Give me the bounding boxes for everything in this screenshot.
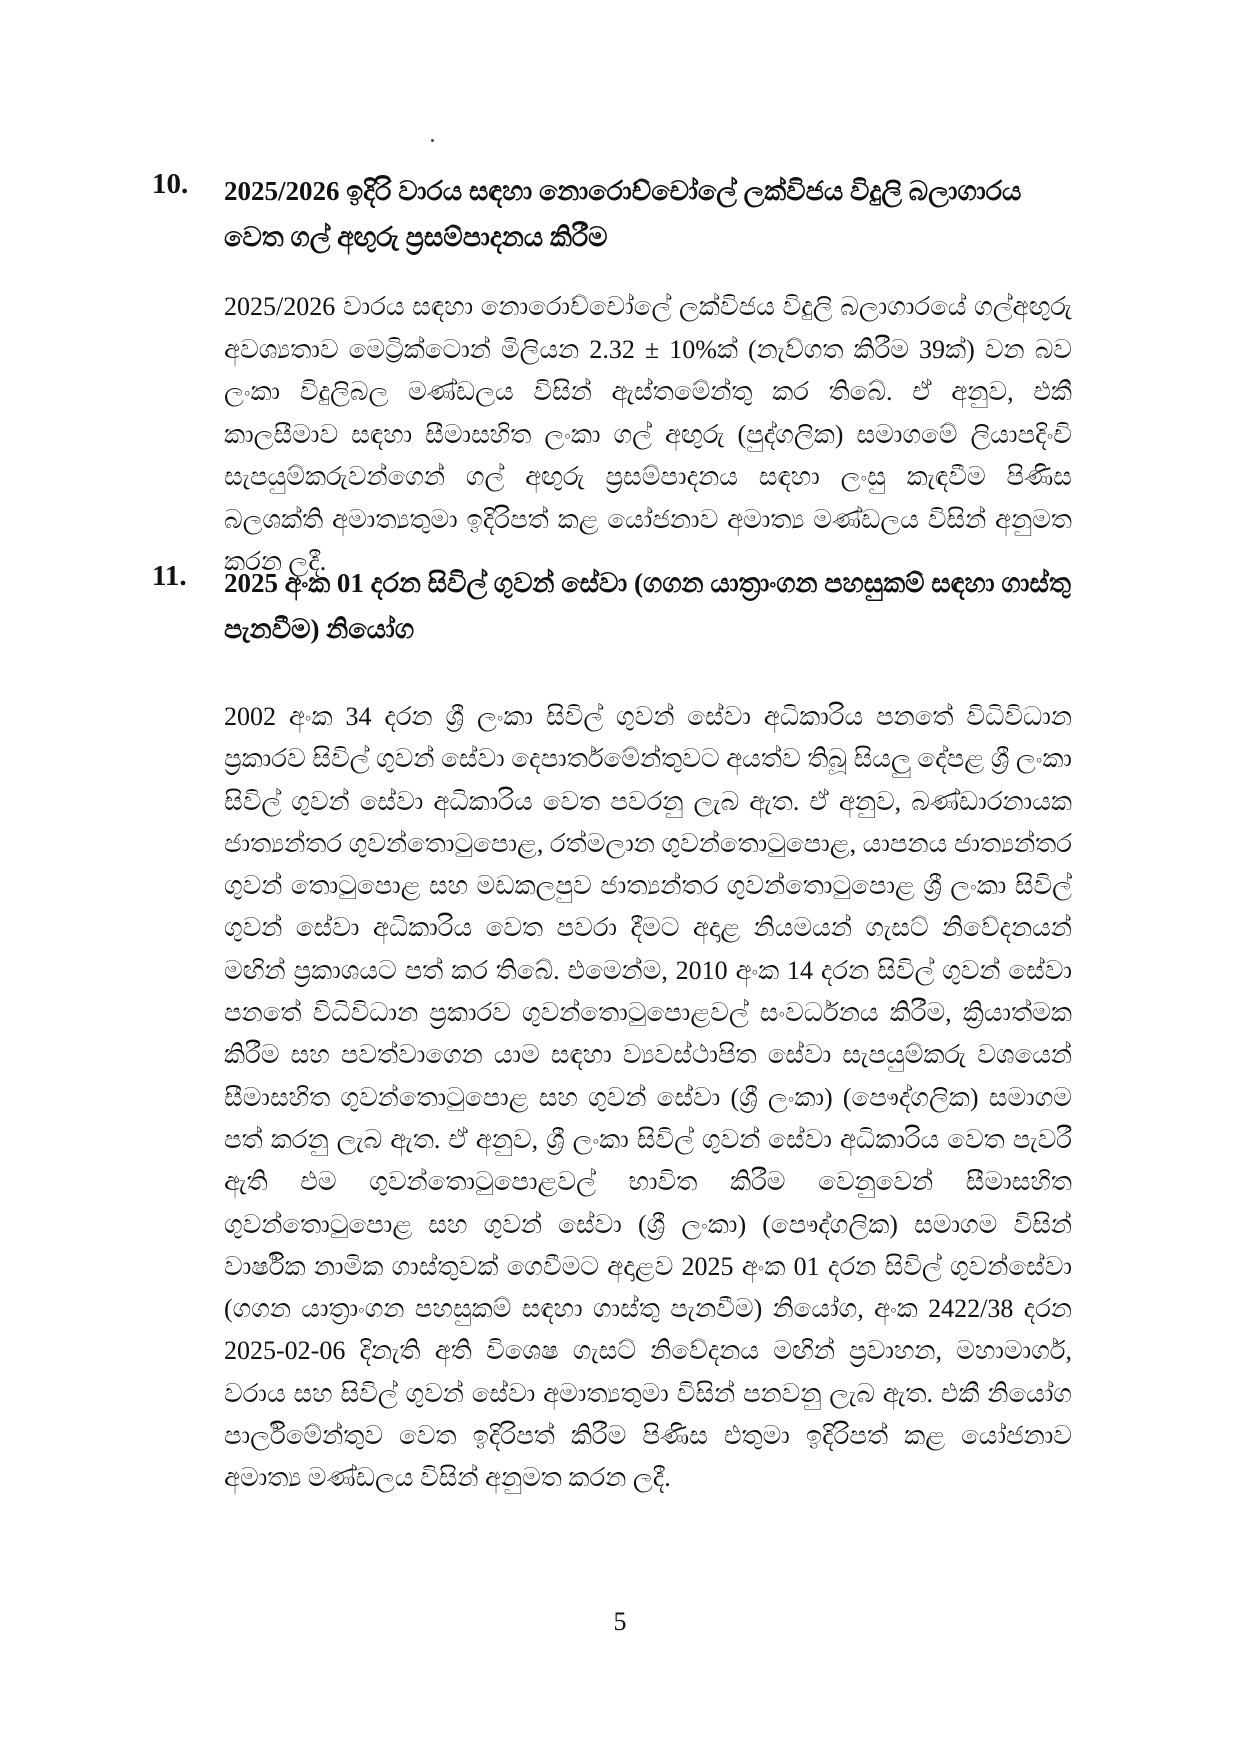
section-body: 2002 අංක 34 දරන ශ්‍රී ලංකා සිවිල් ගුවන් සේවා අධිකාරිය පනතේ විධිවිධාන ප්‍රකාරව සිවිල් ගුවන් සේවා දෙපාර්තමේන්තුවට අයත්ව තිබූ සියලු දේපළ ශ්‍රී ලංකා සිවිල් ගුවන් සේවා අධිකාරිය වෙත පවරනු ලැබ ඇත. ඒ අනුව, බණ්ඩාරනායක ජාත්‍යන්තර ගුවන්තොටුපොළ, රත්මලාන ගුවන්තොටුපොළ, යාපනය ජාත්‍යන්තර ගුවන් තොටුපොළ සහ මඩකලපුව ජාත්‍යන්තර ගුවන්තොටුපොළ ශ්‍රී ලංකා සිවිල් ගුවන් සේවා අධිකාරිය වෙත පවරා දීමට අදාළ නියමයන් ගැසට් නිවේදනයන් මඟින් ප්‍රකාශයට පත් කර තිබේ. එමෙන්ම, 2010 අංක 14 දරන සිවිල් ගුවන් සේවා පනතේ විධිවිධාන ප්‍රකාරව ගුවන්තොටුපොළවල් සංවර්ධනය කිරීම, ක්‍රියාත්මක කිරීම සහ පවත්වාගෙන යාම සඳහා ව්‍යවස්ථාපිත සේවා සැපයුම්කරු වශයෙන් සීමාසහිත ගුවන්තොටුපොළ සහ ගුවන් සේවා (ශ්‍රී ලංකා) (පෞද්ගලික) සමාගම පත් කරනු ලැබ ඇත. ඒ අනුව, ශ්‍රී ලංකා සිවිල් ගුවන් සේවා අධිකාරිය වෙත පැවරී ඇති එම ගුවන්තොටුපොළවල් භාවිත කිරීම වෙනුවෙන් සීමාසහිත ගුවන්තොටුපොළ සහ ගුවන් සේවා (ශ්‍රී ලංකා) (පෞද්ගලික) සමාගම විසින් වාර්ෂික නාමික ගාස්තුවක් ගෙවීමට අදාළව 2025 අංක 01 දරන සිවිල් ගුවන්සේවා (ගගන යාත්‍රාංගන පහසුකම් සඳහා ගාස්තු පැනවීම) නියෝග, අංක 2422/38 දරන 2025-02-06 දිනැති අති විශෙෂ ගැසට් නිවේදනය මඟින් ප්‍රවාහන, මහාමාර්ග, වරාය සහ සිවිල් ගුවන් සේවා අමාත්‍යතුමා විසින් පනවනු ලැබ ඇත. එකී නියෝග පාර්ලිමේන්තුව වෙත ඉදිරිපත් කිරීම පිණිස එතුමා ඉදිරිපත් කළ යෝජනාව අමාත්‍ය මණ්ඩලය විසින් අනුමත කරන ලදී. (224, 702, 1072, 1493)
section-number: 10. (152, 168, 189, 200)
section-11 (152, 560, 1072, 1500)
section-10 (152, 168, 1072, 584)
scan-speck (431, 139, 434, 142)
section-body: 2025/2026 වාරය සඳහා නොරොච්චෝලේ ලක්විජය විදුලි බලාගාරයේ ගල්අඟුරු අවශ්‍යතාව මෙට්‍රික්ටොන් මිලියන 2.32 ± 10%ක් (නැව්ගත කිරීම 39ක්) වන බව ලංකා විදුලිබල මණ්ඩලය විසින් ඇස්තමේන්තු කර තිබේ. ඒ අනුව, එකී කාලසීමාව සඳහා සීමාසහිත ලංකා ගල් අඟුරු (පුද්ගලික) සමාගමේ ලියාපදිංචි සැපයුම්කරුවන්ගෙන් ගල් අඟුරු ප්‍රසම්පාදනය සඳහා ලංසු කැඳවීම පිණිස බලශක්ති අමාත්‍යතුමා ඉදිරිපත් කළ යෝජනාව අමාත්‍ය මණ්ඩලය විසින් අනුමත කරන ලදී. (224, 292, 1072, 576)
section-title: 2025 අංක 01 දරන සිවිල් ගුවන් සේවා (ගගන යාත්‍රාංගන පහසුකම් සඳහා ගාස්තු පැනවීම) නියෝග (224, 568, 1071, 644)
page-number: 5 (613, 1607, 627, 1636)
section-title: 2025/2026 ඉදිරි වාරය සඳහා නොරොච්චෝලේ ලක්විජය විදුලි බලාගාරය වෙත ගල් අඟුරු ප්‍රසම්පාදනය කිරීම (224, 176, 1022, 252)
section-number: 11. (152, 560, 187, 592)
